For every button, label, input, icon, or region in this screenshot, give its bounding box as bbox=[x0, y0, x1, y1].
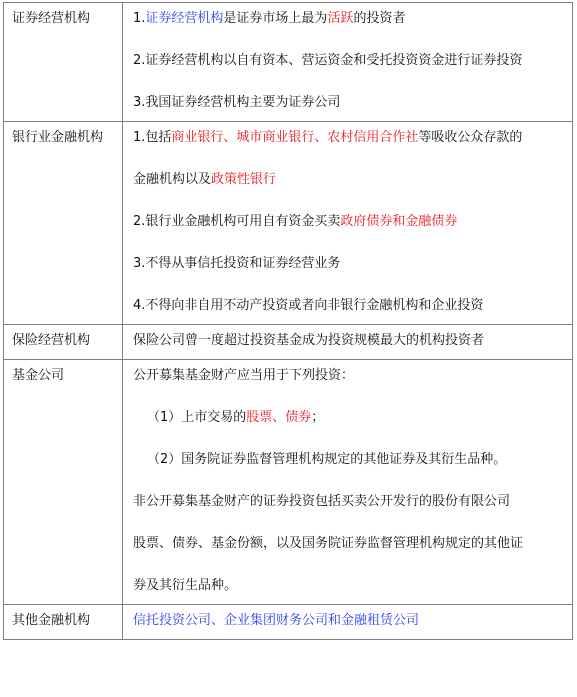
description-line bbox=[133, 253, 566, 275]
description-line bbox=[133, 575, 566, 597]
text-segment: 股票、债券、基金份额，以及国务院证券监督管理机构规定的其他证 bbox=[133, 536, 524, 551]
description-line bbox=[133, 449, 566, 471]
table-body bbox=[4, 3, 573, 640]
description-line bbox=[133, 169, 566, 191]
highlighted-term: 信托投资公司、企业集团财务公司和金融租赁公司 bbox=[133, 613, 420, 628]
highlighted-term: 股票、债券 bbox=[246, 410, 312, 425]
description-cell bbox=[123, 325, 573, 360]
text-segment: 1.包括 bbox=[133, 130, 172, 145]
text-segment: 3.不得从事信托投资和证券经营业务 bbox=[133, 256, 341, 271]
text-segment: ； bbox=[311, 410, 325, 425]
text-segment: 的投资者 bbox=[353, 11, 406, 26]
highlighted-term: 政策性银行 bbox=[211, 172, 277, 187]
category-label: 保险经营机构 bbox=[12, 333, 91, 348]
text-segment: 1. bbox=[133, 11, 146, 26]
text-segment: 3.我国证券经营机构主要为证券公司 bbox=[133, 95, 341, 110]
category-label: 证券经营机构 bbox=[12, 11, 91, 26]
text-segment: 券及其衍生品种。 bbox=[133, 578, 238, 593]
table-row bbox=[4, 122, 573, 325]
text-segment: （2）国务院证券监督管理机构规定的其他证券及其衍生品种。 bbox=[147, 452, 507, 467]
description-line bbox=[133, 610, 566, 632]
institution-table bbox=[3, 2, 573, 640]
text-segment: （1）上市交易的 bbox=[147, 410, 247, 425]
text-segment: 金融机构以及 bbox=[133, 172, 212, 187]
category-label: 银行业金融机构 bbox=[12, 130, 104, 145]
description-line bbox=[133, 330, 566, 352]
table-row bbox=[4, 605, 573, 640]
category-label: 其他金融机构 bbox=[12, 613, 91, 628]
description-cell bbox=[123, 122, 573, 325]
text-segment: 非公开募集基金财产的证券投资包括买卖公开发行的股份有限公司 bbox=[133, 494, 511, 509]
description-line bbox=[133, 407, 566, 429]
highlighted-term: 政府债券和金融债券 bbox=[340, 214, 458, 229]
description-line bbox=[133, 365, 566, 387]
text-segment: 2.银行业金融机构可用自有资金买卖 bbox=[133, 214, 341, 229]
description-cell bbox=[123, 3, 573, 122]
description-line bbox=[133, 8, 566, 30]
description-body bbox=[123, 325, 572, 352]
text-segment: 2.证券经营机构以自有资本、营运资金和受托投资资金进行证券投资 bbox=[133, 53, 523, 68]
text-segment: 等吸收公众存款的 bbox=[418, 130, 523, 145]
description-body bbox=[123, 605, 572, 632]
description-line bbox=[133, 491, 566, 513]
description-line bbox=[133, 92, 566, 114]
table-row bbox=[4, 360, 573, 605]
category-cell bbox=[4, 605, 123, 640]
category-cell bbox=[4, 360, 123, 605]
description-line bbox=[133, 295, 566, 317]
highlighted-term: 证券经营机构 bbox=[145, 11, 224, 26]
description-body bbox=[123, 3, 572, 114]
category-cell bbox=[4, 122, 123, 325]
category-cell bbox=[4, 3, 123, 122]
description-cell bbox=[123, 605, 573, 640]
description-body bbox=[123, 122, 572, 317]
table-row bbox=[4, 325, 573, 360]
category-label: 基金公司 bbox=[12, 368, 65, 383]
description-body bbox=[123, 360, 572, 597]
table-row bbox=[4, 3, 573, 122]
description-line bbox=[133, 50, 566, 72]
text-segment: 保险公司曾一度超过投资基金成为投资规模最大的机构投资者 bbox=[133, 333, 485, 348]
description-line bbox=[133, 533, 566, 555]
highlighted-term: 活跃 bbox=[327, 11, 354, 26]
category-cell bbox=[4, 325, 123, 360]
text-segment: 公开募集基金财产应当用于下列投资： bbox=[133, 368, 355, 383]
description-line bbox=[133, 211, 566, 233]
description-line bbox=[133, 127, 566, 149]
description-cell bbox=[123, 360, 573, 605]
highlighted-term: 商业银行、城市商业银行、农村信用合作社 bbox=[171, 130, 419, 145]
text-segment: 4.不得向非自用不动产投资或者向非银行金融机构和企业投资 bbox=[133, 298, 484, 313]
text-segment: 是证券市场上最为 bbox=[223, 11, 328, 26]
